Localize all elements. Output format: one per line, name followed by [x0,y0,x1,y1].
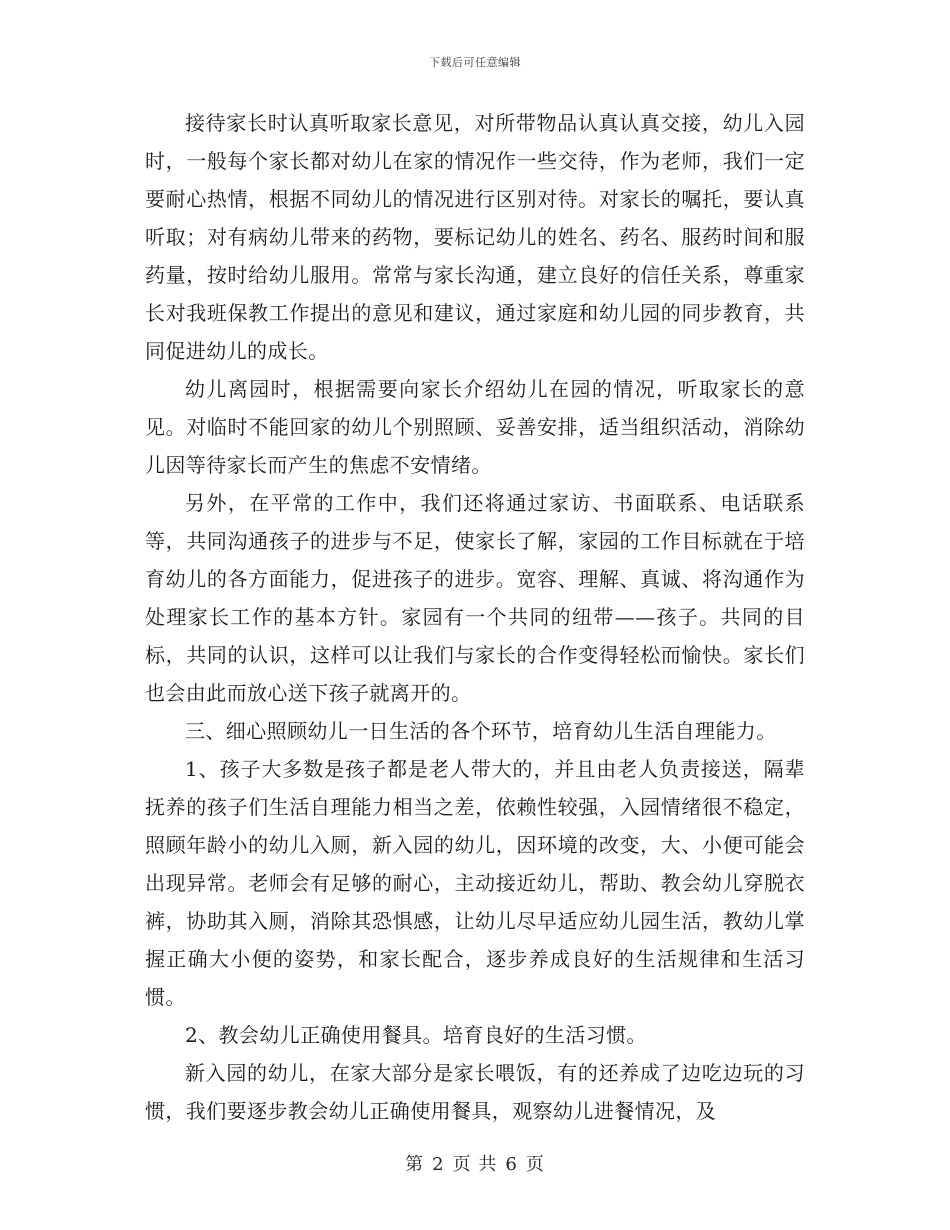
paragraph-item-2: 2、教会幼儿正确使用餐具。培育良好的生活习惯。 [185,1023,647,1047]
header-note: 下载后可任意编辑 [429,56,521,69]
paragraph-item-1: 1、孩子大多数是孩子都是老人带大的，并且由老人负责接送，隔辈抚养的孩子们生活自理能力相当之差，依赖性较强，入园情绪很不稳定，照顾年龄小的幼儿入厕，新入园的幼儿，因环境的改变，大、小便可能会出现异常。老师会有足够的耐心，主动接近幼儿，帮助、教会幼儿穿脱衣裤，协助其入厕，消除其恐惧感，让幼儿尽早适应幼儿园生活，教幼儿掌握正确大小便的姿势，和家长配合，逐步养成良好的生活规律和生活习惯。 [145,757,805,1009]
footer-suffix: 页 [525,1154,545,1175]
footer-middle: 页 共 [452,1154,498,1175]
footer-prefix: 第 [405,1154,425,1175]
footer-total-pages: 6 [505,1154,518,1175]
paragraph-departure: 幼儿离园时，根据需要向家长介绍幼儿在园的情况，听取家长的意见。对临时不能回家的幼儿个别照顾、妥善安排，适当组织活动，消除幼儿因等待家长而产生的焦虑不安情绪。 [145,377,805,477]
paragraph-home-contact: 另外，在平常的工作中，我们还将通过家访、书面联系、电话联系等，共同沟通孩子的进步与不足，使家长了解，家园的工作目标就在于培育幼儿的各方面能力，促进孩子的进步。宽容、理解、真诚、将沟通作为处理家长工作的基本方针。家园有一个共同的纽带——孩子。共同的目标，共同的认识，这样可以让我们与家长的合作变得轻松而愉快。家长们也会由此而放心送下孩子就离开的。 [145,491,805,705]
footer-current-page: 2 [432,1154,445,1175]
document-body [145,104,805,1130]
section-heading-daily-care: 三、细心照顾幼儿一日生活的各个环节，培育幼儿生活自理能力。 [185,719,777,743]
paragraph-tableware: 新入园的幼儿，在家大部分是家长喂饭，有的还养成了边吃边玩的习惯，我们要逐步教会幼儿正确使用餐具，观察幼儿进餐情况，及 [145,1061,805,1123]
paragraph-parent-communication: 接待家长时认真听取家长意见，对所带物品认真认真交接，幼儿入园时，一般每个家长都对幼儿在家的情况作一些交待，作为老师，我们一定要耐心热情，根据不同幼儿的情况进行区别对待。对家长的嘱托，要认真听取；对有病幼儿带来的药物，要标记幼儿的姓名、药名、服药时间和服药量，按时给幼儿服用。常常与家长沟通，建立良好的信任关系，尊重家长对我班保教工作提出的意见和建议，通过家庭和幼儿园的同步教育，共同促进幼儿的成长。 [145,111,805,363]
page-footer [0,1150,950,1176]
